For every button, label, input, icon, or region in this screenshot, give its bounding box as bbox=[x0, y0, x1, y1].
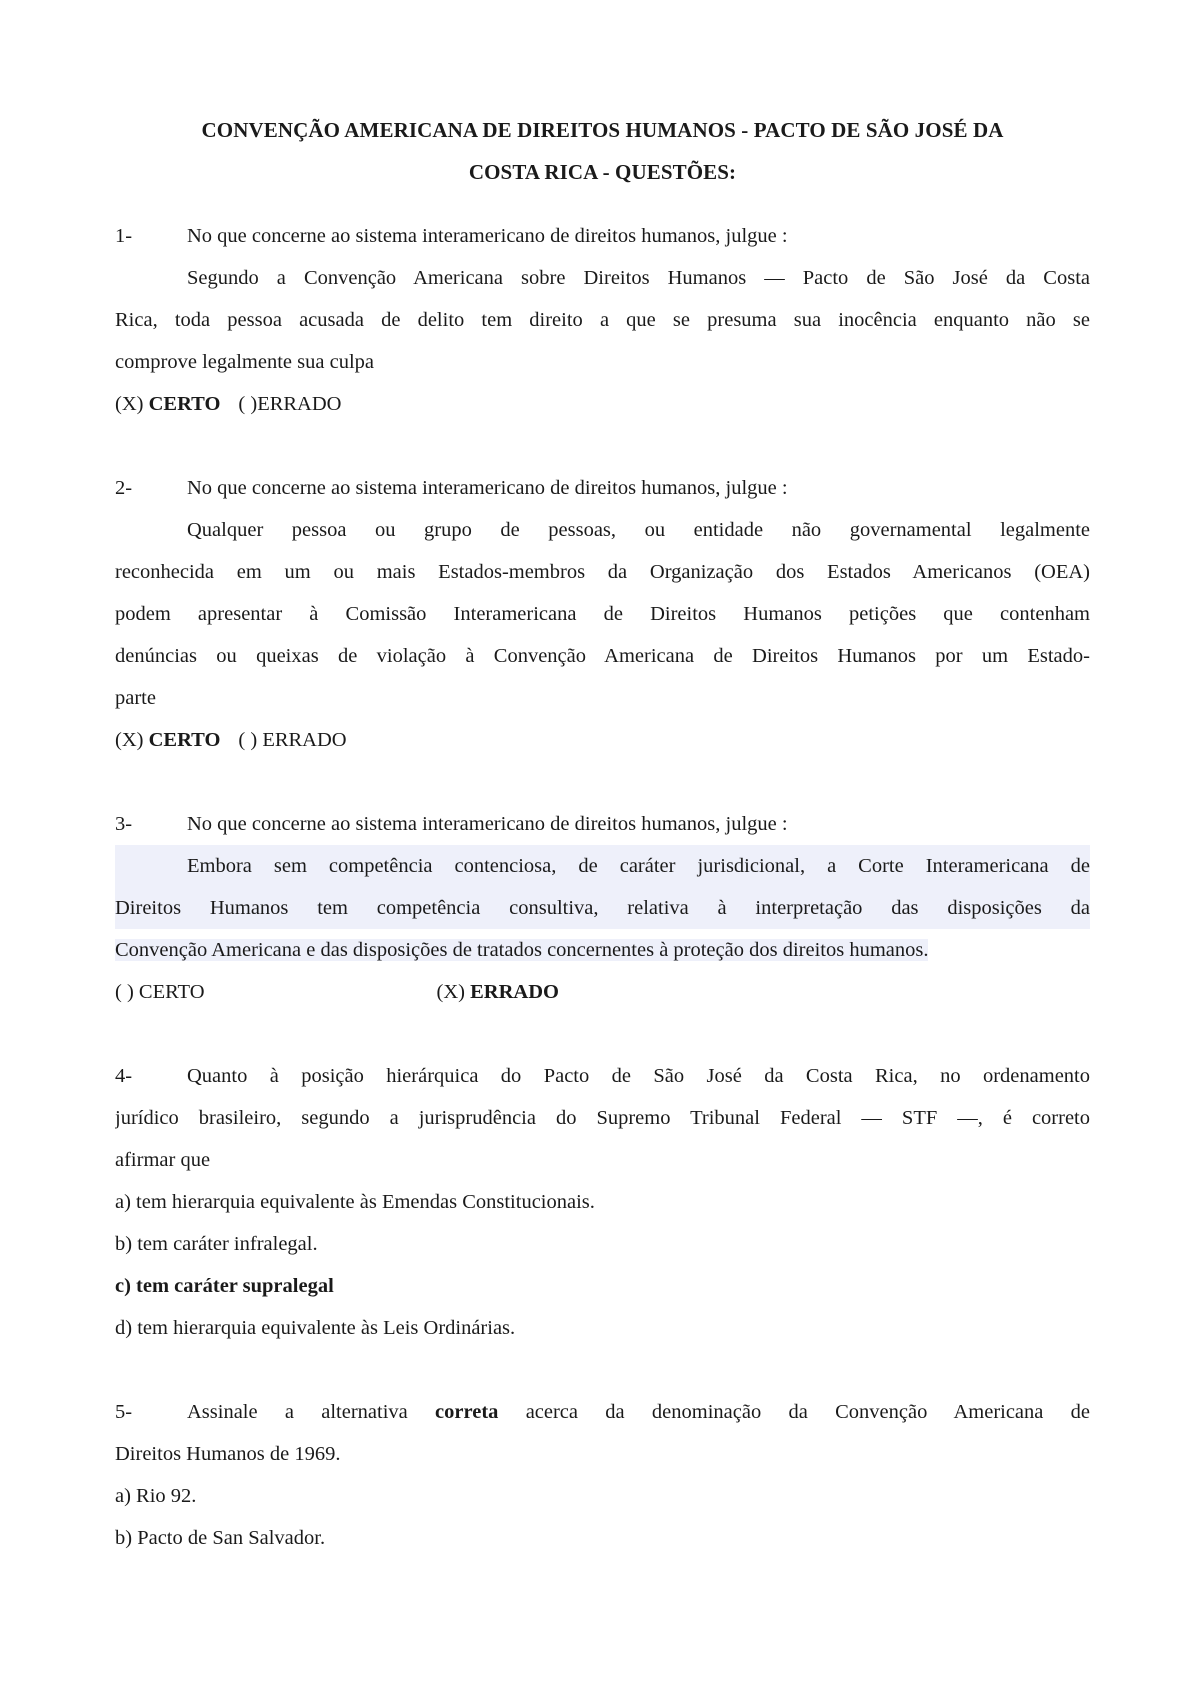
answer-mark-errado: ( ) bbox=[238, 393, 258, 415]
statement-line: Qualquer pessoa ou grupo de pessoas, ou entidade não governamental legalmente bbox=[187, 519, 1090, 541]
question-2 bbox=[115, 467, 1090, 761]
statement-line: podem apresentar à Comissão Interamericana de Direitos Humanos petições que contenham bbox=[115, 603, 1090, 625]
answer-mark-certo: ( ) bbox=[115, 981, 134, 1003]
prompt-bold-text: correta bbox=[435, 1401, 499, 1423]
question-5-prompt bbox=[115, 1391, 1090, 1433]
answer-line bbox=[115, 383, 1090, 425]
prompt-line: Direitos Humanos de 1969. bbox=[115, 1443, 341, 1465]
question-5 bbox=[115, 1391, 1090, 1559]
answer-line bbox=[115, 719, 1090, 761]
statement-line: denúncias ou queixas de violação à Convenção Americana de Direitos Humanos por um Estado- bbox=[115, 645, 1090, 667]
statement-line: parte bbox=[115, 687, 156, 709]
question-number: 5- bbox=[115, 1401, 133, 1423]
prompt-line: jurídico brasileiro, segundo a jurisprudência do Supremo Tribunal Federal — STF —, é correto bbox=[115, 1107, 1090, 1129]
answer-mark-certo: (X) bbox=[115, 729, 144, 751]
question-1-prompt bbox=[115, 215, 1090, 257]
question-number: 3- bbox=[115, 813, 133, 835]
prompt-text: No que concerne ao sistema interamericano de direitos humanos, julgue : bbox=[187, 225, 788, 247]
prompt-text: Assinale a alternativa bbox=[187, 1401, 408, 1423]
question-4 bbox=[115, 1055, 1090, 1349]
answer-label-errado: ERRADO bbox=[470, 981, 559, 1003]
answer-label-certo: CERTO bbox=[138, 981, 205, 1003]
statement-line: comprove legalmente sua culpa bbox=[115, 351, 374, 373]
question-2-prompt bbox=[115, 467, 1090, 509]
question-4-prompt bbox=[115, 1055, 1090, 1097]
prompt-text: acerca da denominação da Convenção Americana de bbox=[525, 1401, 1090, 1423]
title-line-2: COSTA RICA - QUESTÕES: bbox=[468, 160, 737, 184]
option-b: b) tem caráter infralegal. bbox=[115, 1233, 318, 1255]
question-number: 1- bbox=[115, 225, 133, 247]
prompt-text: No que concerne ao sistema interamericano de direitos humanos, julgue : bbox=[187, 477, 788, 499]
prompt-text: No que concerne ao sistema interamericano de direitos humanos, julgue : bbox=[187, 813, 788, 835]
option-b: b) Pacto de San Salvador. bbox=[115, 1527, 326, 1549]
statement-line: Direitos Humanos tem competência consultiva, relativa à interpretação das disposições da bbox=[115, 887, 1090, 929]
answer-line bbox=[115, 971, 1090, 1013]
answer-label-certo: CERTO bbox=[148, 393, 221, 415]
prompt-text: Quanto à posição hierárquica do Pacto de São José da Costa Rica, no ordenamento bbox=[187, 1065, 1090, 1087]
question-3-prompt bbox=[115, 803, 1090, 845]
question-3 bbox=[115, 803, 1090, 1013]
option-a: a) tem hierarquia equivalente às Emendas Constitucionais. bbox=[115, 1191, 595, 1213]
option-a: a) Rio 92. bbox=[115, 1485, 197, 1507]
answer-mark-errado: (X) bbox=[436, 981, 465, 1003]
answer-mark-certo: (X) bbox=[115, 393, 144, 415]
answer-mark-errado: ( ) bbox=[238, 729, 258, 751]
question-1 bbox=[115, 215, 1090, 425]
statement-line: reconhecida em um ou mais Estados-membros da Organização dos Estados Americanos (OEA) bbox=[115, 561, 1090, 583]
prompt-line: afirmar que bbox=[115, 1149, 211, 1171]
option-c: c) tem caráter supralegal bbox=[115, 1275, 334, 1297]
option-d: d) tem hierarquia equivalente às Leis Ordinárias. bbox=[115, 1317, 516, 1339]
statement-line bbox=[115, 929, 1090, 971]
answer-label-certo: CERTO bbox=[148, 729, 221, 751]
statement-line: Segundo a Convenção Americana sobre Direitos Humanos — Pacto de São José da Costa bbox=[187, 267, 1090, 289]
statement-line: Embora sem competência contenciosa, de caráter jurisdicional, a Corte Interamericana de bbox=[115, 845, 1090, 887]
statement-line: Rica, toda pessoa acusada de delito tem direito a que se presuma sua inocência enquanto não se bbox=[115, 309, 1090, 331]
title-line-1: CONVENÇÃO AMERICANA DE DIREITOS HUMANOS - PACTO DE SÃO JOSÉ DA bbox=[201, 118, 1004, 142]
answer-label-errado: ERRADO bbox=[262, 729, 347, 751]
answer-label-errado: ERRADO bbox=[257, 393, 342, 415]
highlighted-text: Convenção Americana e das disposições de tratados concernentes à proteção dos direitos humanos. bbox=[115, 939, 929, 961]
question-number: 4- bbox=[115, 1065, 133, 1087]
document-title bbox=[115, 109, 1090, 193]
question-number: 2- bbox=[115, 477, 133, 499]
